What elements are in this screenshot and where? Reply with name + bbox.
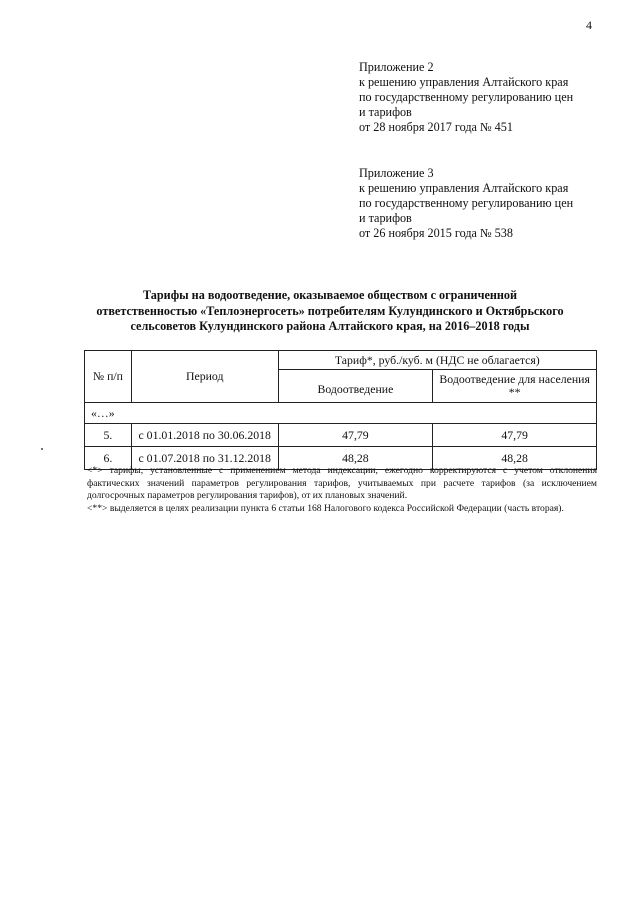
document-title-line: ответственностью «Теплоэнергосеть» потребителям Кулундинского и Октябрьского [96,303,564,318]
appendix-3-line: от 26 ноября 2015 года № 538 [359,226,513,240]
table-row [85,424,597,447]
appendix-2-header [359,60,619,135]
appendix-2-line: по государственному регулированию цен [359,90,574,104]
appendix-2-line: от 28 ноября 2017 года № 451 [359,120,513,134]
row-population-tariff: 47,79 [433,424,597,447]
scan-speck [41,448,43,450]
subheader-water-disposal-population [433,370,597,403]
page-number: 4 [586,18,592,32]
appendix-3-line: по государственному регулированию цен [359,196,574,210]
appendix-2-line: и тарифов [359,105,412,119]
document-title [60,288,600,335]
footnote-vat: <**> выделяется в целях реализации пункта 6 статьи 168 Налогового кодекса Российской Федерации (часть вторая). [87,502,564,514]
row-period: с 01.01.2018 по 30.06.2018 [131,424,278,447]
row-number: 5. [85,424,132,447]
appendix-3-line: и тарифов [359,211,412,225]
footnotes [87,465,597,515]
table-header-row [85,351,597,370]
row-number: 6. [85,447,132,470]
omitted-rows-marker: «…» [85,403,597,424]
appendix-3-header [359,166,619,241]
subheader-water-disposal: Водоотведение [278,370,433,403]
column-header-period: Период [131,351,278,403]
column-header-tariff: Тариф*, руб./куб. м (НДС не облагается) [278,351,596,370]
document-title-line: сельсоветов Кулундинского района Алтайского края, на 2016–2018 годы [130,319,530,333]
table-ellipsis-row [85,403,597,424]
row-water-tariff: 47,79 [278,424,433,447]
appendix-2-line: Приложение 2 [359,60,434,74]
tariff-table [84,350,597,470]
footnote-indexation: <*> тарифы, установленные с применением метода индексации, ежегодно корректируются с учетом отклонения фактических значений параметров регулирования тарифов, учитываемых при расчете тарифов (за исключением долгосрочных параметров регулирования тарифов), от их плановых значений. [87,465,597,501]
column-header-number: № п/п [85,351,132,403]
row-water-tariff: 48,28 [278,447,433,470]
subheader-population-footnote-mark: ** [508,385,521,399]
appendix-2-line: к решению управления Алтайского края [359,75,569,89]
document-title-line: Тарифы на водоотведение, оказываемое обществом с ограниченной [142,288,518,302]
row-period: с 01.07.2018 по 31.12.2018 [131,447,278,470]
appendix-3-line: к решению управления Алтайского края [359,181,569,195]
subheader-population-label: Водоотведение для населения [439,372,590,386]
appendix-3-line: Приложение 3 [359,166,434,180]
row-population-tariff: 48,28 [433,447,597,470]
